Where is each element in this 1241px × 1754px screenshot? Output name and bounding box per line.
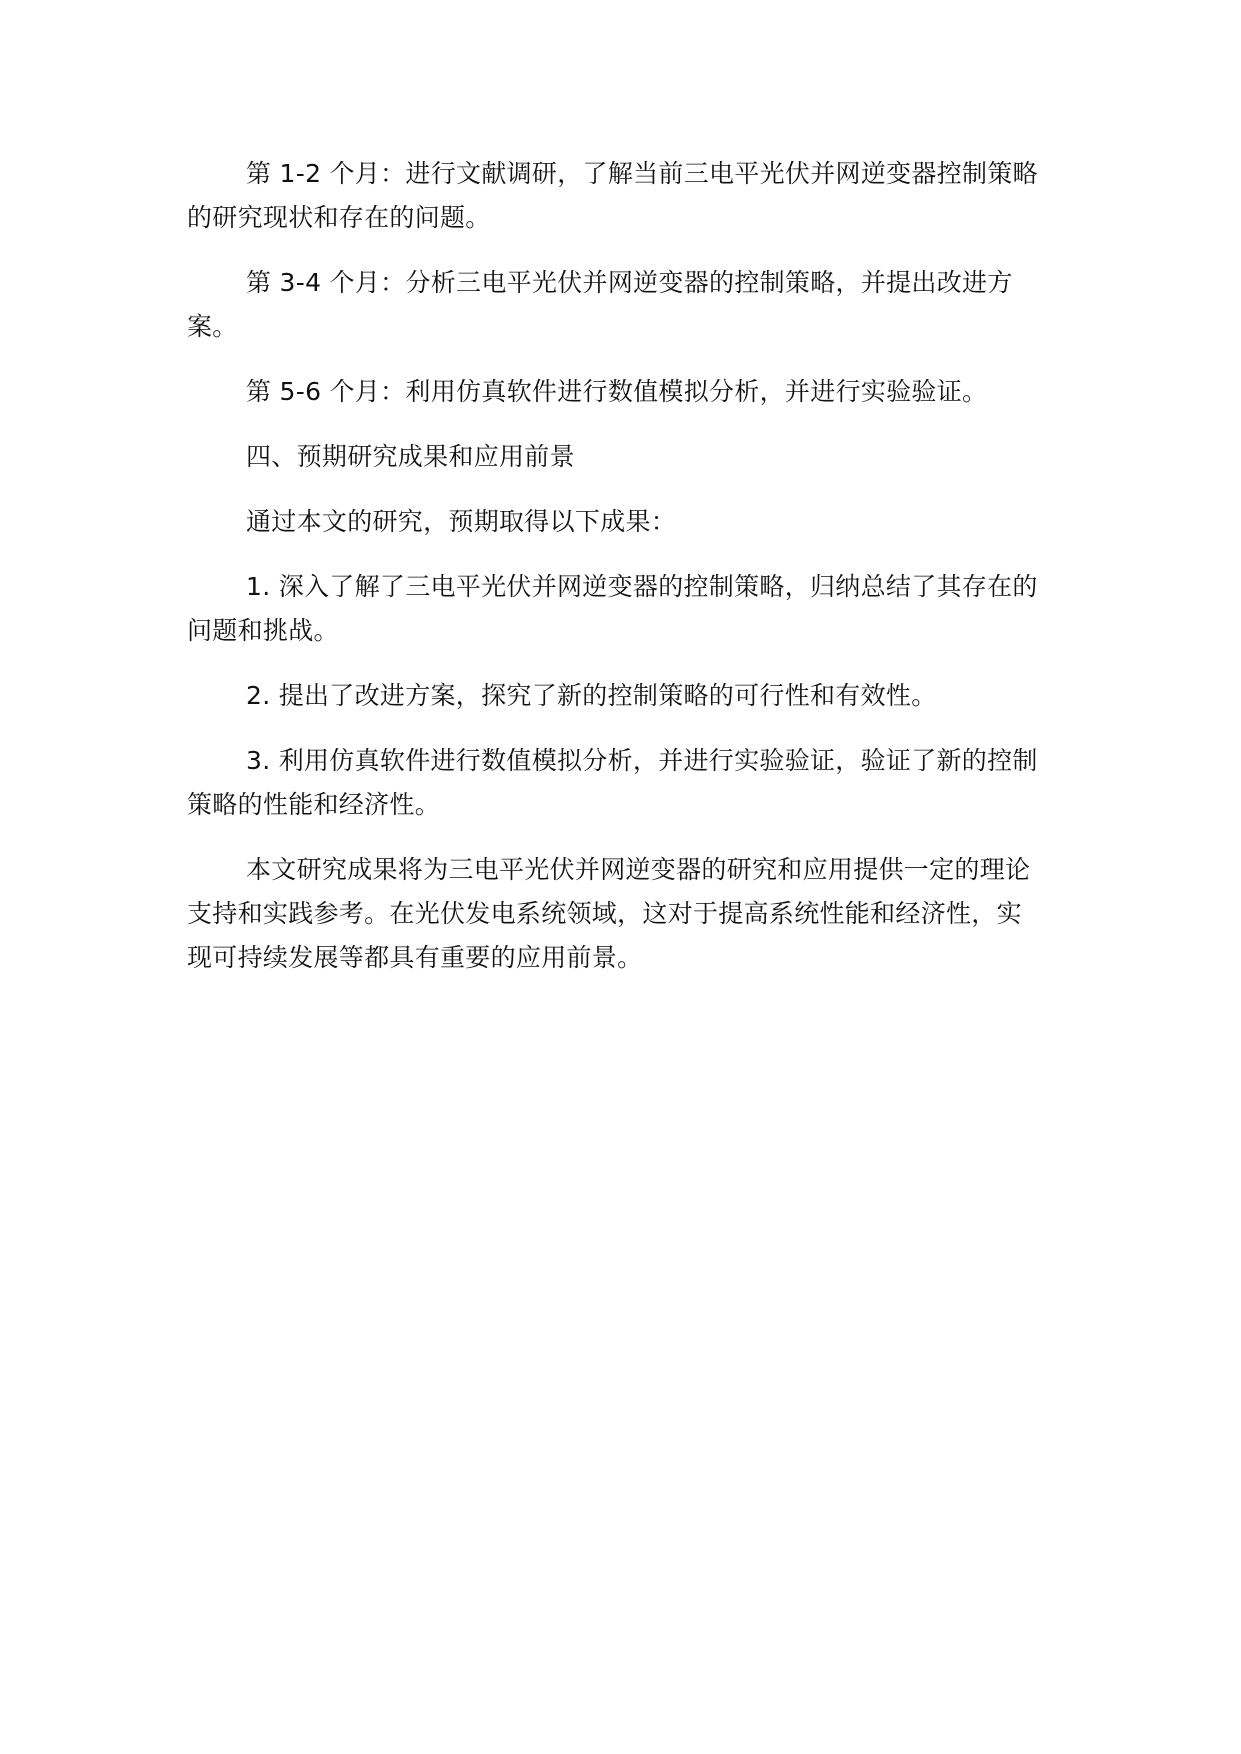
- result-item-1: 1. 深入了解了三电平光伏并网逆变器的控制策略，归纳总结了其存在的问题和挑战。: [187, 572, 1038, 645]
- schedule-months-5-6: 第 5-6 个月：利用仿真软件进行数值模拟分析，并进行实验验证。: [246, 377, 988, 406]
- section-heading-expected-results: 四、预期研究成果和应用前景: [246, 442, 575, 471]
- results-intro: 通过本文的研究，预期取得以下成果：: [246, 507, 677, 536]
- conclusion-paragraph: 本文研究成果将为三电平光伏并网逆变器的研究和应用提供一定的理论支持和实践参考。在光伏发电系统领域，这对于提高系统性能和经济性，实现可持续发展等都具有重要的应用前景。: [187, 855, 1031, 972]
- result-item-2: 2. 提出了改进方案，探究了新的控制策略的可行性和有效性。: [246, 681, 937, 710]
- document-body: [187, 152, 1042, 1001]
- schedule-months-3-4: 第 3-4 个月：分析三电平光伏并网逆变器的控制策略，并提出改进方案。: [187, 268, 1013, 341]
- schedule-months-1-2: 第 1-2 个月：进行文献调研，了解当前三电平光伏并网逆变器控制策略的研究现状和存在的问题。: [187, 159, 1038, 232]
- result-item-3: 3. 利用仿真软件进行数值模拟分析，并进行实验验证，验证了新的控制策略的性能和经济性。: [187, 746, 1038, 819]
